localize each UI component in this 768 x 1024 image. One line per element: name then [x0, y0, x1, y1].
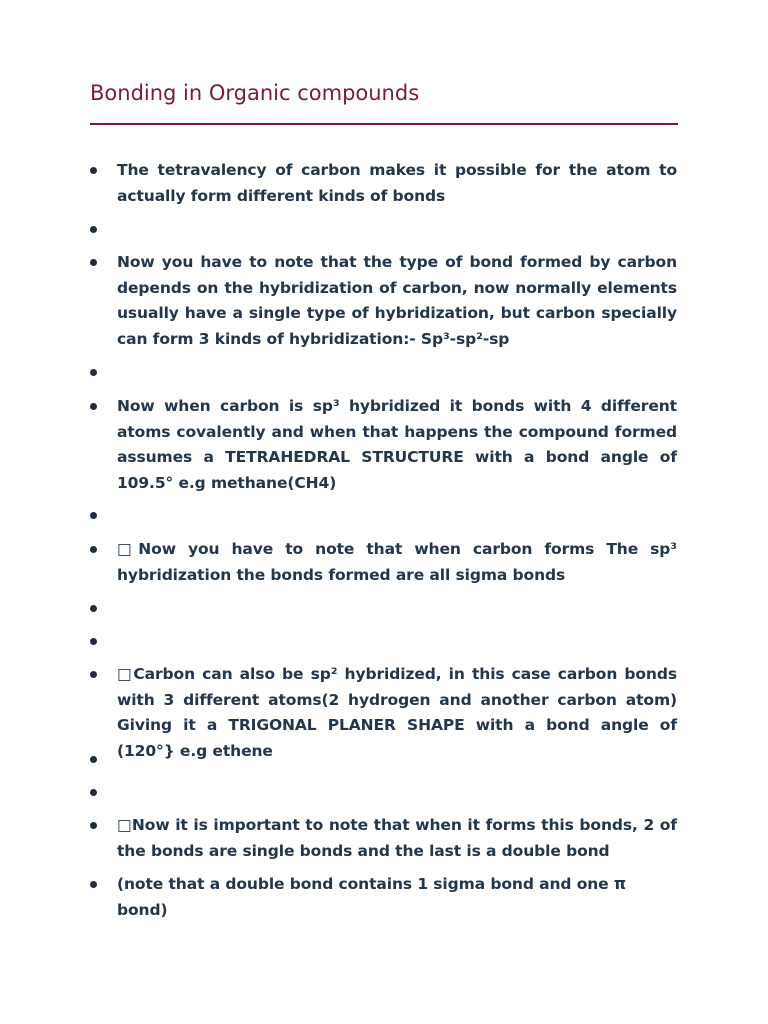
bullet-icon: [90, 259, 97, 266]
list-item-text: Now you have to note that the type of bond formed by carbon depends on the hybridization of carbon, now normally elements usually have a single type of hybridization, but carbon specially can form 3 kinds of hybridization:- Sp³-sp²-sp: [117, 253, 677, 349]
bullet-icon: [90, 167, 97, 174]
list-item-text: The tetravalency of carbon makes it possible for the atom to actually form different kinds of bonds: [117, 161, 677, 205]
bullet-icon: [90, 403, 97, 410]
bullet-icon: [90, 822, 97, 829]
title-underline: [90, 123, 678, 125]
list-item-text: □Carbon can also be sp² hybridized, in this case carbon bonds with 3 different atoms(2 hydrogen and another carbon atom) Giving it a TRIGONAL PLANER SHAPE with a bond angle of (120°} e.g ethene: [117, 665, 677, 761]
list-item-text: Now when carbon is sp³ hybridized it bonds with 4 different atoms covalently and when that happens the compound formed assumes a TETRAHEDRAL STRUCTURE with a bond angle of 109.5° e.g methane(CH4): [117, 397, 677, 493]
bullet-icon: [90, 671, 97, 678]
bullet-icon: [90, 789, 97, 796]
bullet-icon: [90, 546, 97, 553]
page-title: Bonding in Organic compounds: [90, 81, 420, 105]
bullet-icon: [90, 881, 97, 888]
bullet-icon: [90, 756, 97, 763]
bullet-icon: [90, 605, 97, 612]
list-item-text: (note that a double bond contains 1 sigma bond and one π bond): [117, 875, 627, 919]
bullet-icon: [90, 512, 97, 519]
bullet-icon: [90, 638, 97, 645]
bullet-icon: [90, 226, 97, 233]
list-item-text: □Now it is important to note that when it forms this bonds, 2 of the bonds are single bonds and the last is a double bond: [117, 816, 677, 860]
bullet-icon: [90, 369, 97, 376]
list-item-text: □Now you have to note that when carbon forms The sp³ hybridization the bonds formed are all sigma bonds: [117, 540, 677, 584]
